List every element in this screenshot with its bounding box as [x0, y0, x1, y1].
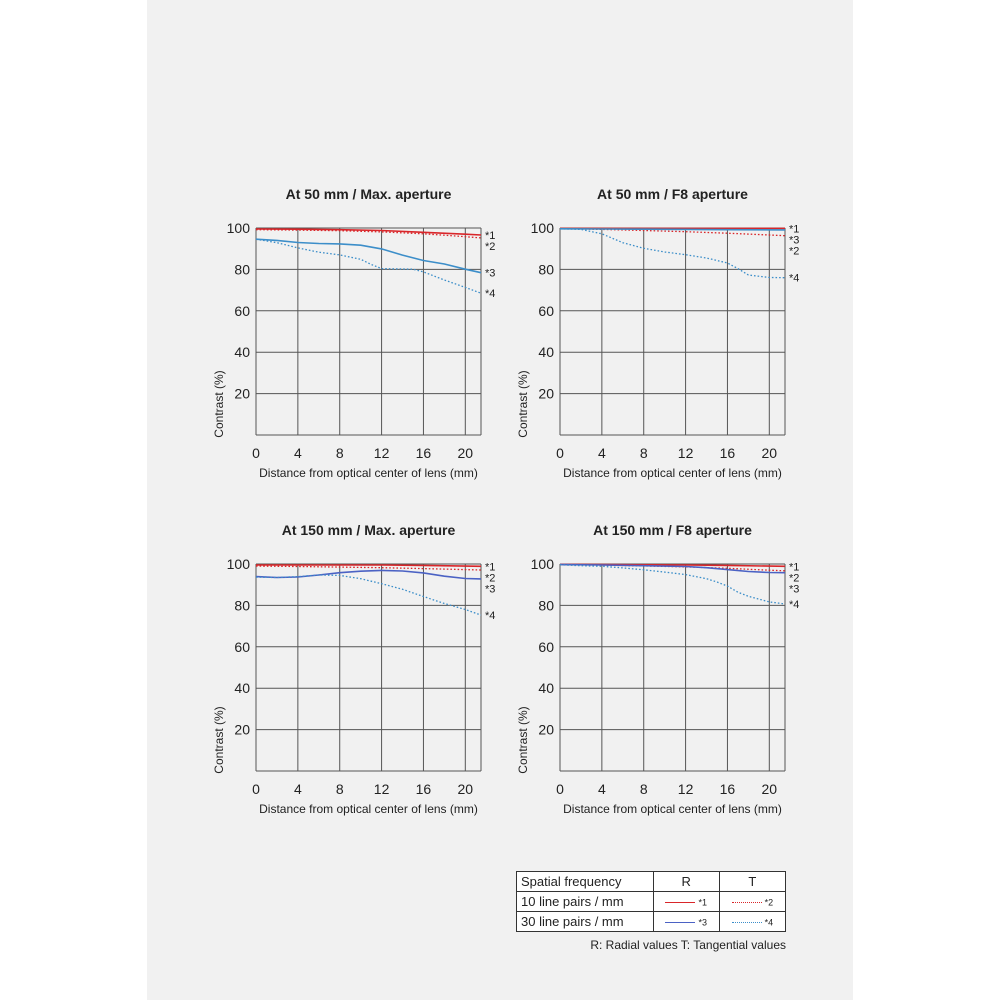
series-end-label-3-1: *2 — [789, 572, 800, 585]
y-tick-label-3-60: 60 — [538, 638, 554, 655]
x-tick-label-1-4: 4 — [597, 445, 606, 461]
series-end-label-0-2: *3 — [485, 267, 496, 280]
legend-header-t: T — [719, 872, 785, 892]
series-end-label-1-1: *2 — [789, 245, 800, 258]
series-end-label-2-0: *1 — [485, 561, 496, 574]
y-axis-label-2: Contrast (%) — [212, 706, 226, 774]
series-end-label-3-2: *3 — [789, 583, 800, 596]
chart-title-1: At 50 mm / F8 aperture — [597, 186, 748, 202]
y-tick-label-1-80: 80 — [538, 261, 554, 278]
series-end-label-3-3: *4 — [789, 598, 800, 611]
y-tick-label-1-100: 100 — [530, 220, 554, 236]
y-tick-label-2-80: 80 — [234, 597, 250, 614]
series-line-2-2 — [256, 570, 481, 579]
x-tick-label-0-4: 4 — [293, 445, 302, 461]
y-tick-label-0-20: 20 — [234, 385, 250, 402]
legend-header-label: Spatial frequency — [517, 872, 654, 892]
y-tick-label-3-100: 100 — [530, 556, 554, 572]
y-tick-label-2-60: 60 — [234, 638, 250, 655]
x-tick-label-2-0: 0 — [252, 781, 260, 797]
legend-tag-3: *3 — [698, 917, 707, 928]
series-end-label-2-2: *3 — [485, 583, 496, 596]
series-end-label-0-0: *1 — [485, 230, 496, 243]
series-end-label-1-2: *3 — [789, 234, 800, 247]
x-tick-label-0-16: 16 — [415, 445, 432, 461]
y-tick-label-1-40: 40 — [538, 344, 554, 361]
series-line-2-1 — [256, 566, 481, 570]
x-tick-label-3-12: 12 — [677, 781, 694, 797]
x-tick-label-3-0: 0 — [556, 781, 564, 797]
y-tick-label-3-20: 20 — [538, 721, 554, 738]
y-tick-label-2-100: 100 — [226, 556, 250, 572]
x-tick-label-3-4: 4 — [597, 781, 606, 797]
x-tick-label-1-0: 0 — [556, 445, 564, 461]
x-axis-label-2: Distance from optical center of lens (mm) — [259, 802, 478, 816]
series-line-0-2 — [256, 239, 481, 273]
chart-title-0: At 50 mm / Max. aperture — [285, 186, 452, 202]
legend-row-10lp-label: 10 line pairs / mm — [517, 892, 654, 912]
series-end-label-2-1: *2 — [485, 572, 496, 585]
y-tick-label-1-20: 20 — [538, 385, 554, 402]
series-end-label-1-3: *4 — [789, 272, 800, 285]
series-end-label-0-1: *2 — [485, 241, 496, 254]
series-end-label-1-0: *1 — [789, 223, 800, 236]
legend-header-r: R — [653, 872, 719, 892]
y-axis-label-0: Contrast (%) — [212, 370, 226, 438]
x-tick-label-0-8: 8 — [335, 445, 344, 461]
legend-sample-4 — [719, 912, 785, 932]
x-tick-label-3-8: 8 — [639, 781, 648, 797]
series-line-1-3 — [560, 229, 785, 278]
x-tick-label-0-0: 0 — [252, 445, 260, 461]
x-tick-label-0-20: 20 — [457, 445, 474, 461]
y-tick-label-0-100: 100 — [226, 220, 250, 236]
legend-sample-2 — [719, 892, 785, 912]
x-tick-label-1-8: 8 — [639, 445, 648, 461]
series-end-label-3-0: *1 — [789, 561, 800, 574]
series-end-label-2-3: *4 — [485, 610, 496, 623]
x-tick-label-3-20: 20 — [761, 781, 778, 797]
chart-title-2: At 150 mm / Max. aperture — [281, 522, 456, 538]
x-axis-label-3: Distance from optical center of lens (mm) — [563, 802, 782, 816]
legend-row-30lp-label: 30 line pairs / mm — [517, 912, 654, 932]
y-tick-label-3-40: 40 — [538, 680, 554, 697]
series-line-3-3 — [560, 565, 785, 604]
x-tick-label-3-16: 16 — [719, 781, 736, 797]
y-tick-label-2-40: 40 — [234, 680, 250, 697]
series-line-2-3 — [256, 575, 481, 615]
x-axis-label-1: Distance from optical center of lens (mm) — [563, 466, 782, 480]
x-tick-label-2-16: 16 — [415, 781, 432, 797]
y-axis-label-1: Contrast (%) — [516, 370, 530, 438]
y-axis-label-3: Contrast (%) — [516, 706, 530, 774]
series-end-label-0-3: *4 — [485, 288, 496, 301]
chart-title-3: At 150 mm / F8 aperture — [593, 522, 752, 538]
legend-tag-4: *4 — [764, 917, 774, 928]
x-tick-label-2-20: 20 — [457, 781, 474, 797]
y-tick-label-2-20: 20 — [234, 721, 250, 738]
legend-tag-2: *2 — [764, 897, 774, 908]
x-tick-label-2-4: 4 — [293, 781, 302, 797]
x-tick-label-2-8: 8 — [335, 781, 344, 797]
x-tick-label-2-12: 12 — [373, 781, 390, 797]
x-tick-label-0-12: 12 — [373, 445, 390, 461]
legend-sample-1 — [653, 892, 719, 912]
x-tick-label-1-16: 16 — [719, 445, 736, 461]
legend-caption: R: Radial values T: Tangential values — [590, 938, 786, 952]
legend-table — [516, 871, 786, 932]
x-tick-label-1-12: 12 — [677, 445, 694, 461]
x-axis-label-0: Distance from optical center of lens (mm) — [259, 466, 478, 480]
y-tick-label-1-60: 60 — [538, 302, 554, 319]
legend-sample-3 — [653, 912, 719, 932]
x-tick-label-1-20: 20 — [761, 445, 778, 461]
y-tick-label-0-40: 40 — [234, 344, 250, 361]
legend-tag-1: *1 — [698, 897, 707, 908]
y-tick-label-0-60: 60 — [234, 302, 250, 319]
y-tick-label-3-80: 80 — [538, 597, 554, 614]
y-tick-label-0-80: 80 — [234, 261, 250, 278]
